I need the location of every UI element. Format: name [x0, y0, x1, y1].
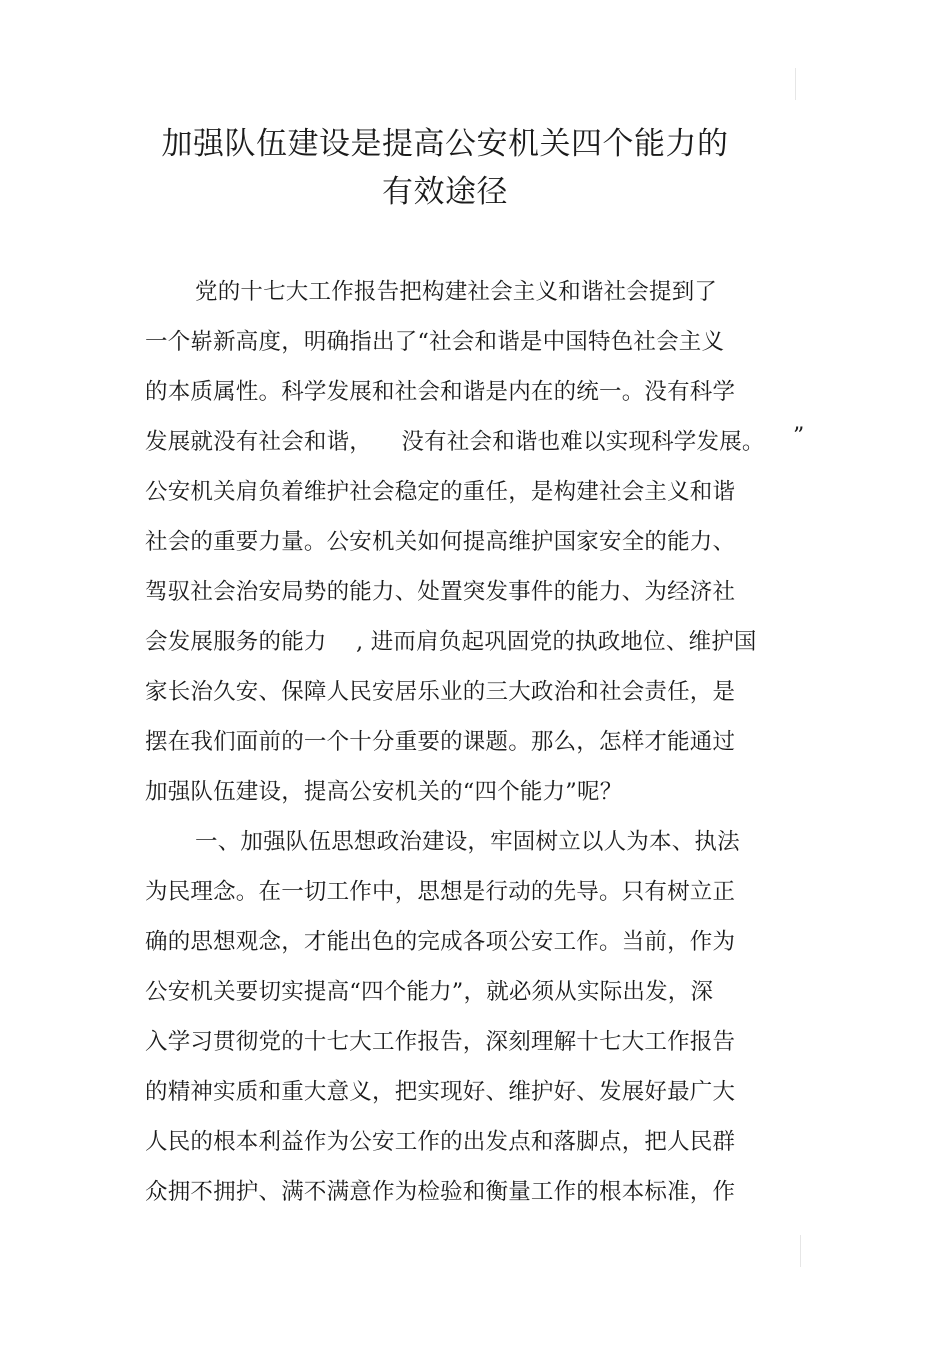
- body-line: 一个崭新高度，明确指出了“社会和谐是中国特色社会主义: [145, 329, 725, 355]
- body-line: 社会的重要力量。公安机关如何提高维护国家安全的能力、: [145, 529, 736, 555]
- corner-mark-top-right: [795, 68, 796, 100]
- body-line: 人民的根本利益作为公安工作的出发点和落脚点，把人民群: [145, 1129, 736, 1155]
- closing-quote-mark: ”: [793, 424, 805, 449]
- body-line: 家长治久安、保障人民安居乐业的三大政治和社会责任，是: [145, 679, 736, 705]
- body-line: 公安机关肩负着维护社会稳定的重任，是构建社会主义和谐: [145, 479, 736, 505]
- body-line: 会发展服务的能力 , 进而肩负起巩固党的执政地位、维护国: [145, 629, 757, 655]
- body-line: 入学习贯彻党的十七大工作报告，深刻理解十七大工作报告: [145, 1029, 736, 1055]
- document-body: [145, 272, 825, 1222]
- body-line: 公安机关要切实提高“四个能力”，就必须从实际出发，深: [145, 979, 714, 1005]
- body-line: 发展就没有社会和谐， 没有社会和谐也难以实现科学发展。: [145, 429, 765, 455]
- body-line: 的本质属性。科学发展和社会和谐是内在的统一。没有科学: [145, 379, 736, 405]
- body-line: 确的思想观念，才能出色的完成各项公安工作。当前，作为: [145, 929, 736, 955]
- title-line-1: 加强队伍建设是提高公安机关四个能力的: [161, 126, 729, 162]
- title-line-2: 有效途径: [382, 174, 508, 210]
- document-title: [0, 120, 890, 216]
- body-line: 一、加强队伍思想政治建设，牢固树立以人为本、执法: [195, 829, 740, 855]
- body-line: 驾驭社会治安局势的能力、处置突发事件的能力、为经济社: [145, 579, 736, 605]
- body-line: 为民理念。在一切工作中，思想是行动的先导。只有树立正: [145, 879, 736, 905]
- body-line: 众拥不拥护、满不满意作为检验和衡量工作的根本标准，作: [145, 1179, 736, 1205]
- corner-mark-bottom-right: [800, 1235, 801, 1267]
- body-line: 的精神实质和重大意义，把实现好、维护好、发展好最广大: [145, 1079, 736, 1105]
- body-line: 党的十七大工作报告把构建社会主义和谐社会提到了: [195, 279, 718, 305]
- body-line: 摆在我们面前的一个十分重要的课题。那么，怎样才能通过: [145, 729, 736, 755]
- body-line: 加强队伍建设，提高公安机关的“四个能力”呢？: [145, 779, 623, 805]
